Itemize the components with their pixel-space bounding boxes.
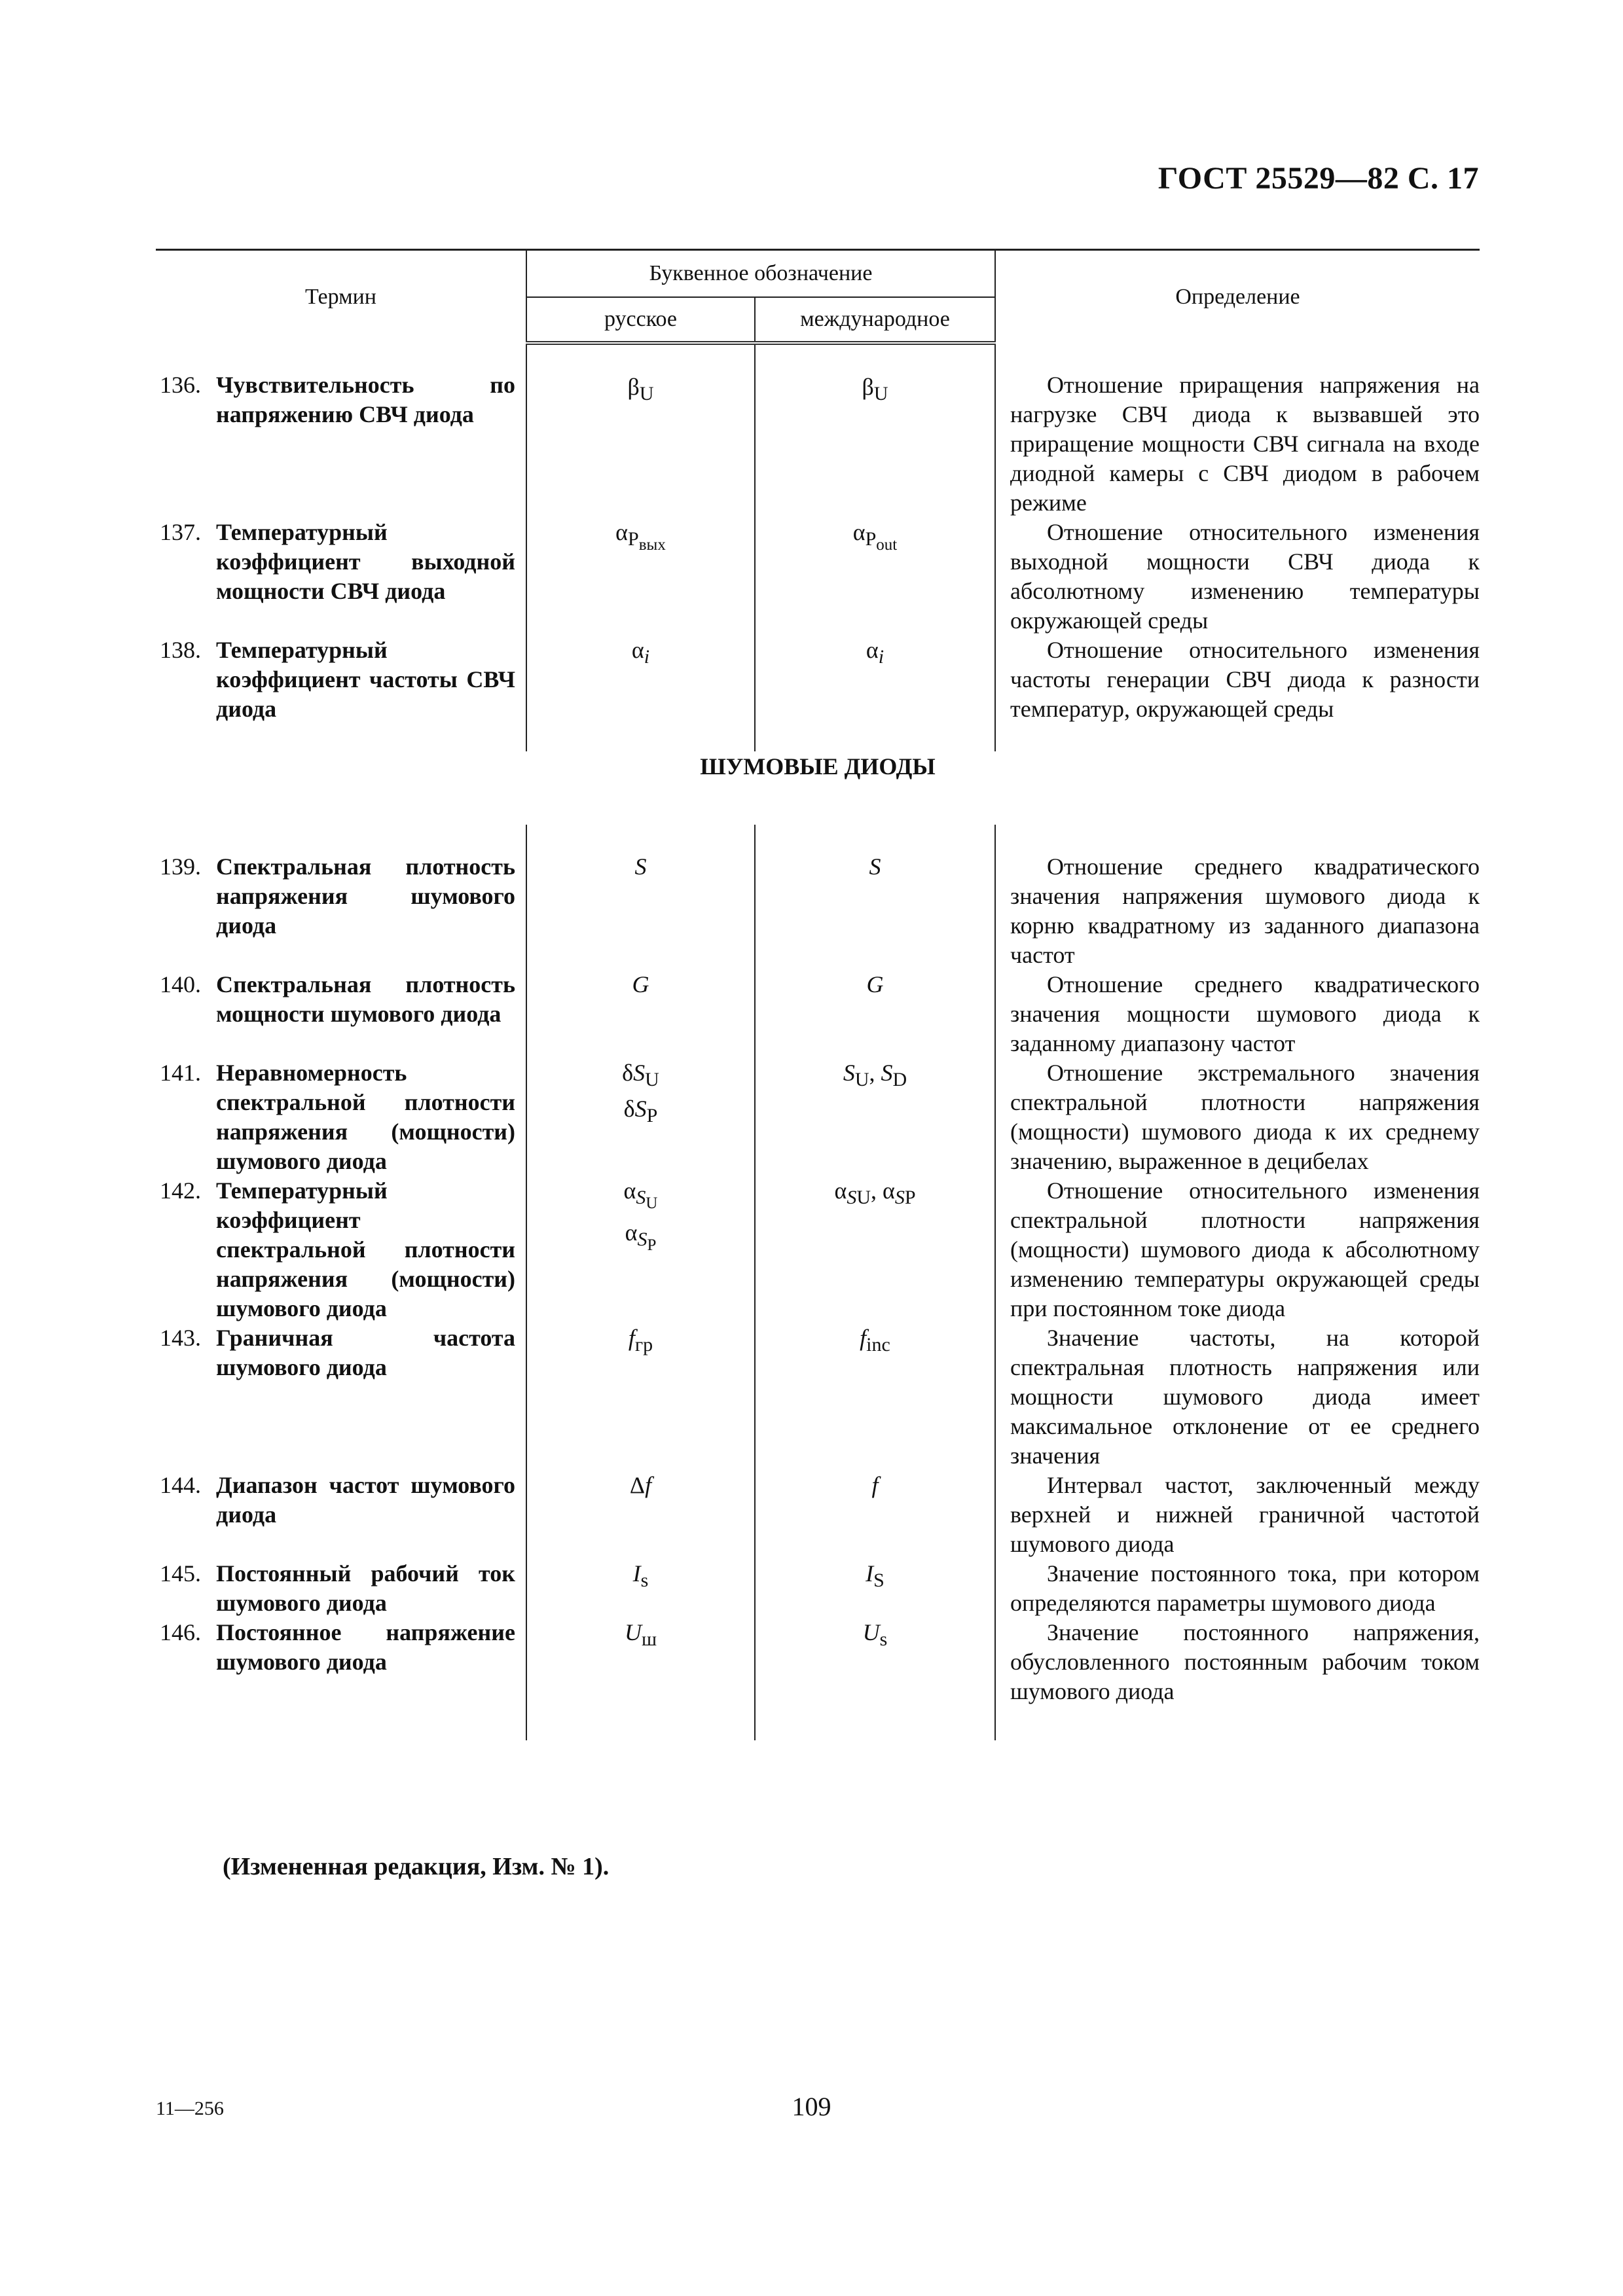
term-text: Спектральная плотность мощности шумового диода [216, 971, 515, 1027]
term-number: 145. [160, 1560, 201, 1587]
term-cell [156, 1618, 526, 1706]
symbol-international: $I_S$ [755, 1559, 995, 1618]
symbol-russian: $U_ш$ [526, 1618, 755, 1706]
term-number: 139. [160, 853, 201, 880]
term-text: Неравномерность спектральной плотности напряжения (мощности) шумового диода [216, 1060, 515, 1174]
symbol-international: $f_{inc}$ [755, 1323, 995, 1471]
term-text: Граничная частота шумового диода [216, 1325, 515, 1380]
term-text: Постоянный рабочий ток шумового диода [216, 1560, 515, 1616]
term-number: 143. [160, 1325, 201, 1351]
term-text: Чувствительность по напряжению СВЧ диода [216, 372, 515, 427]
table-row [156, 1058, 1480, 1176]
header-definition: Определение [995, 250, 1480, 344]
term-cell [156, 1471, 526, 1559]
symbol-international: $\alpha_i$ [755, 636, 995, 724]
term-number: 138. [160, 637, 201, 663]
term-number: 136. [160, 372, 201, 398]
term-number: 140. [160, 971, 201, 997]
symbol-international: f [755, 1471, 995, 1559]
symbol-russian: S [526, 825, 755, 970]
term-text: Температурный коэффициент спектральной плотности напряжения (мощности) шумового диода [216, 1177, 515, 1321]
symbol-international: $U_s$ [755, 1618, 995, 1706]
term-number: 141. [160, 1060, 201, 1086]
term-number: 146. [160, 1619, 201, 1645]
symbol-russian: $I_s$ [526, 1559, 755, 1618]
footer-code: 11—256 [156, 2098, 224, 2119]
term-text: Постоянное напряжение шумового диода [216, 1619, 515, 1675]
symbol-russian: $\alpha_i$ [526, 636, 755, 724]
term-cell [156, 1058, 526, 1176]
section-title: ШУМОВЫЕ ДИОДЫ [700, 753, 936, 780]
rows-microwave [156, 343, 1480, 724]
definition-cell: Интервал частот, заключенный между верхней и нижней граничной частотой шумового диода [995, 1471, 1480, 1559]
definition-cell: Отношение относительного изменения частоты генерации СВЧ диода к разности температур, окружающей среды [995, 636, 1480, 724]
symbol-russian: $\beta_U$ [526, 343, 755, 518]
table-row [156, 1471, 1480, 1559]
header-international: международное [755, 297, 995, 343]
symbol-russian: $\alpha_{S_U}$ $\alpha_{S_P}$ [526, 1176, 755, 1323]
term-text: Температурный коэффициент выходной мощности СВЧ диода [216, 519, 515, 604]
term-cell [156, 825, 526, 970]
definition-cell: Значение постоянного тока, при котором определяются параметры шумового диода [995, 1559, 1480, 1618]
table-row [156, 825, 1480, 970]
symbol-international: $\beta_U$ [755, 343, 995, 518]
definition-cell: Отношение приращения напряжения на нагрузке СВЧ диода к вызвавшей это приращение мощности СВЧ сигнала на входе диодной камеры с СВЧ диодом в рабочем режиме [995, 343, 1480, 518]
symbol-russian: G [526, 970, 755, 1058]
table-row [156, 970, 1480, 1058]
definition-cell: Отношение среднего квадратического значения напряжения шумового диода к корню квадратному из заданного диапазона частот [995, 825, 1480, 970]
table-row [156, 1559, 1480, 1618]
page-number: 109 [792, 2092, 831, 2121]
definition-cell: Отношение относительного изменения спектральной плотности напряжения (мощности) шумового диода к абсолютному изменению температуры окружающей среды при постоянном токе диода [995, 1176, 1480, 1323]
header-letter-designation: Буквенное обозначение [526, 250, 995, 298]
symbol-international: $\alpha_{SU}$, $\alpha_{SP}$ [755, 1176, 995, 1323]
header-russian: русское [526, 297, 755, 343]
term-cell [156, 518, 526, 636]
definition-cell: Значение постоянного напряжения, обусловленного постоянным рабочим током шумового диода [995, 1618, 1480, 1706]
symbol-international: $S_U$, $S_D$ [755, 1058, 995, 1176]
term-cell [156, 343, 526, 518]
rows-noise [156, 825, 1480, 1706]
term-cell [156, 1323, 526, 1471]
terms-table [156, 249, 1480, 1740]
term-number: 137. [160, 519, 201, 545]
term-cell [156, 970, 526, 1058]
term-number: 142. [160, 1177, 201, 1204]
symbol-russian: $f_{гр}$ [526, 1323, 755, 1471]
page-header: ГОСТ 25529—82 С. 17 [1158, 161, 1479, 196]
table-row [156, 1618, 1480, 1706]
symbol-russian: $\alpha_{P_{вых}}$ [526, 518, 755, 636]
definition-cell: Отношение среднего квадратического значения мощности шумового диода к заданному диапазону частот [995, 970, 1480, 1058]
symbol-international: S [755, 825, 995, 970]
amendment-note: (Измененная редакция, Изм. № 1). [223, 1853, 610, 1880]
definition-cell: Значение частоты, на которой спектральная плотность напряжения или мощности шумового диода имеет максимальное отклонение от ее среднего значения [995, 1323, 1480, 1471]
symbol-international: G [755, 970, 995, 1058]
symbol-russian: $\delta S_U$ $\delta S_P$ [526, 1058, 755, 1176]
table-row [156, 636, 1480, 724]
term-text: Температурный коэффициент частоты СВЧ диода [216, 637, 515, 722]
header-term: Термин [156, 250, 526, 344]
table-row [156, 1176, 1480, 1323]
table-row [156, 518, 1480, 636]
term-cell [156, 636, 526, 724]
symbol-international: $\alpha_{P_{out}}$ [755, 518, 995, 636]
term-number: 144. [160, 1472, 201, 1498]
table-row [156, 343, 1480, 518]
term-text: Спектральная плотность напряжения шумового диода [216, 853, 515, 939]
term-cell [156, 1176, 526, 1323]
symbol-russian: Δf [526, 1471, 755, 1559]
term-text: Диапазон частот шумового диода [216, 1472, 515, 1528]
definition-cell: Отношение экстремального значения спектральной плотности напряжения (мощности) шумового диода к их среднему значению, выраженное в децибелах [995, 1058, 1480, 1176]
definition-cell: Отношение относительного изменения выходной мощности СВЧ диода к абсолютному изменению температуры окружающей среды [995, 518, 1480, 636]
term-cell [156, 1559, 526, 1618]
table-row [156, 1323, 1480, 1471]
